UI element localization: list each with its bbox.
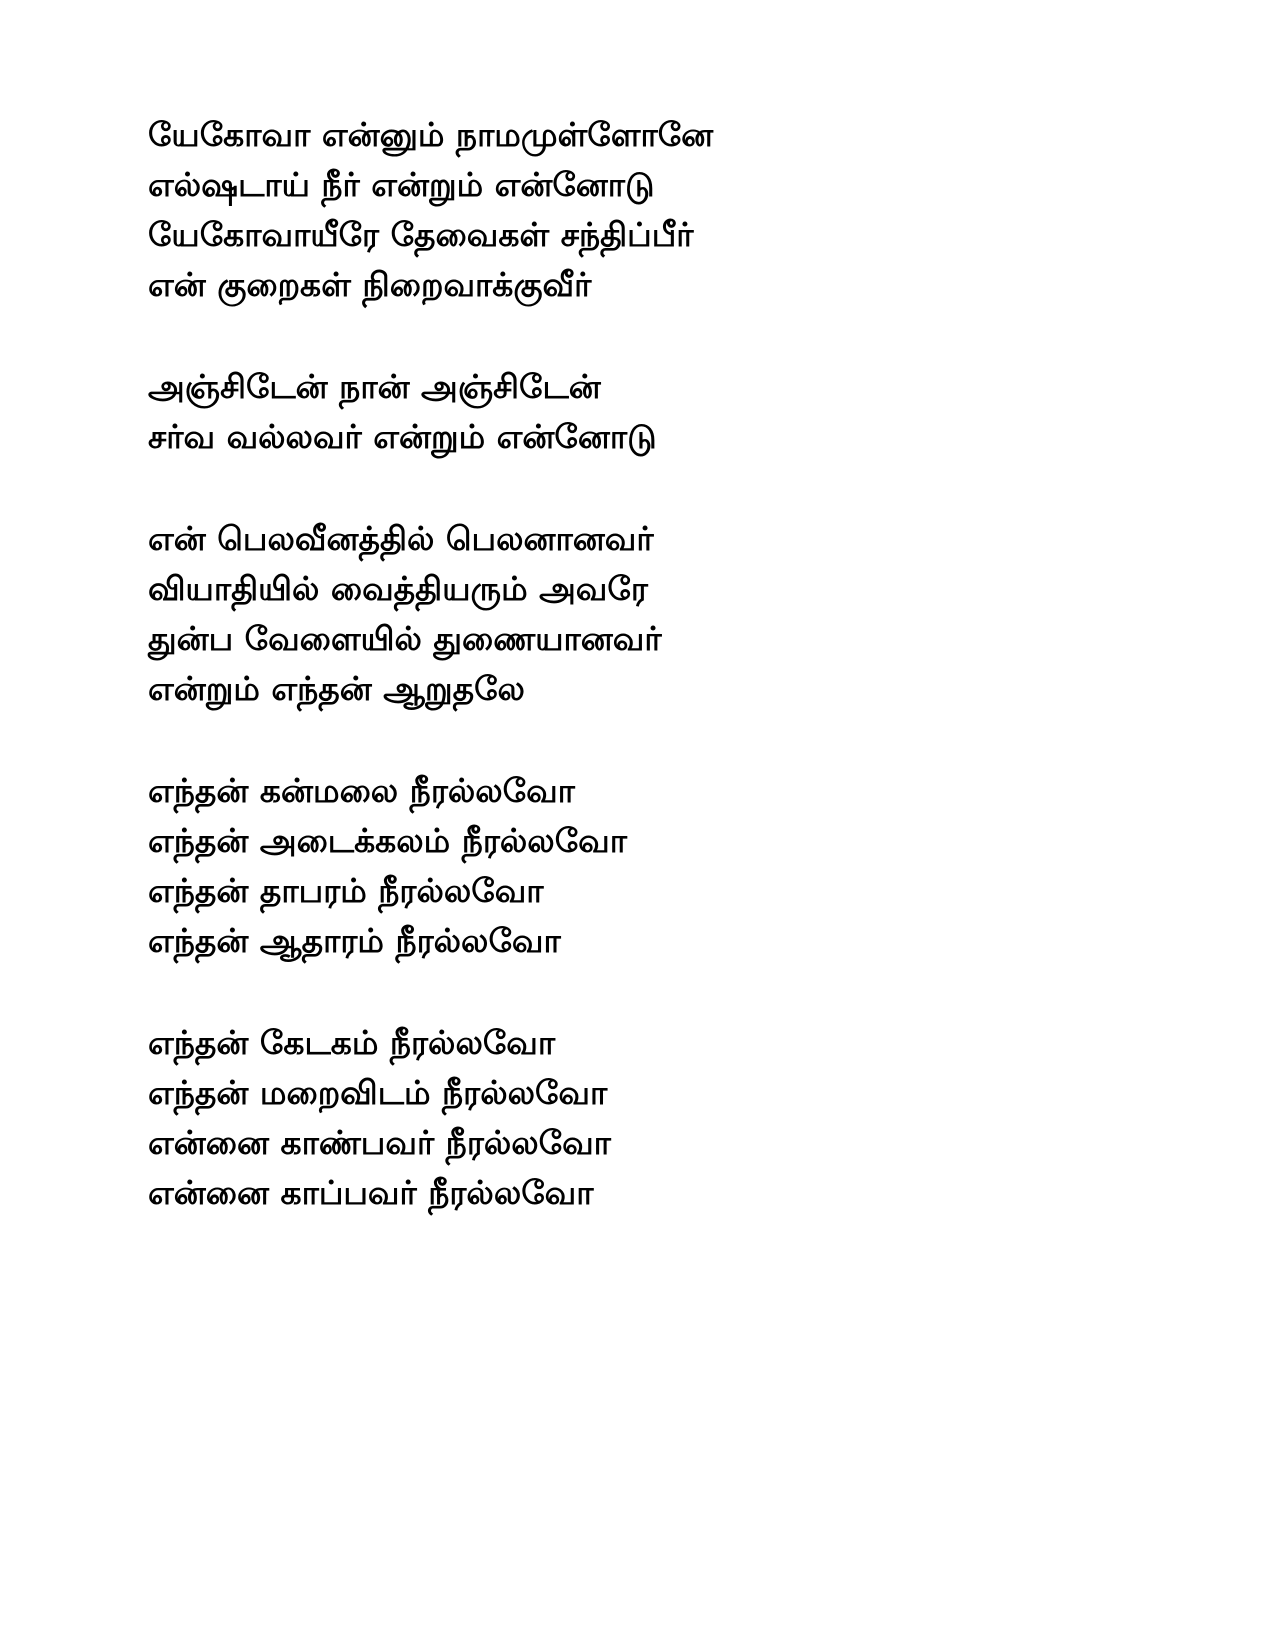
lyric-line: எந்தன் கன்மலை நீரல்லவோ <box>148 771 575 810</box>
stanza-5 <box>148 1018 1148 1218</box>
lyric-line: எல்ஷடாய் நீர் என்றும் என்னோடு <box>148 165 655 204</box>
lyric-line: எந்தன் கேடகம் நீரல்லவோ <box>148 1023 556 1062</box>
lyric-line: அஞ்சிடேன் நான் அஞ்சிடேன் <box>148 367 601 406</box>
lyric-line: என்னை காப்பவர் நீரல்லவோ <box>148 1173 594 1212</box>
lyric-line: துன்ப வேளையில் துணையானவர் <box>148 619 662 658</box>
lyric-line: என் பெலவீனத்தில் பெலனானவர் <box>148 519 654 558</box>
lyric-line: என் குறைகள் நிறைவாக்குவீர் <box>148 265 592 304</box>
stanza-2 <box>148 362 1148 462</box>
lyric-line: சர்வ வல்லவர் என்றும் என்னோடு <box>148 417 657 456</box>
lyrics-page <box>148 110 1148 1270</box>
stanza-4 <box>148 766 1148 966</box>
stanza-1 <box>148 110 1148 310</box>
lyric-line: எந்தன் ஆதாரம் நீரல்லவோ <box>148 921 561 960</box>
lyric-line: எந்தன் தாபரம் நீரல்லவோ <box>148 871 544 910</box>
lyric-line: யேகோவாயீரே தேவைகள் சந்திப்பீர் <box>148 215 694 254</box>
lyric-line: எந்தன் மறைவிடம் நீரல்லவோ <box>148 1073 608 1112</box>
lyric-line: வியாதியில் வைத்தியரும் அவரே <box>148 569 648 608</box>
stanza-3 <box>148 514 1148 714</box>
lyric-line: என்றும் எந்தன் ஆறுதலே <box>148 669 525 708</box>
lyric-line: யேகோவா என்னும் நாமமுள்ளோனே <box>148 115 714 154</box>
lyric-line: எந்தன் அடைக்கலம் நீரல்லவோ <box>148 821 627 860</box>
lyric-line: என்னை காண்பவர் நீரல்லவோ <box>148 1123 611 1162</box>
